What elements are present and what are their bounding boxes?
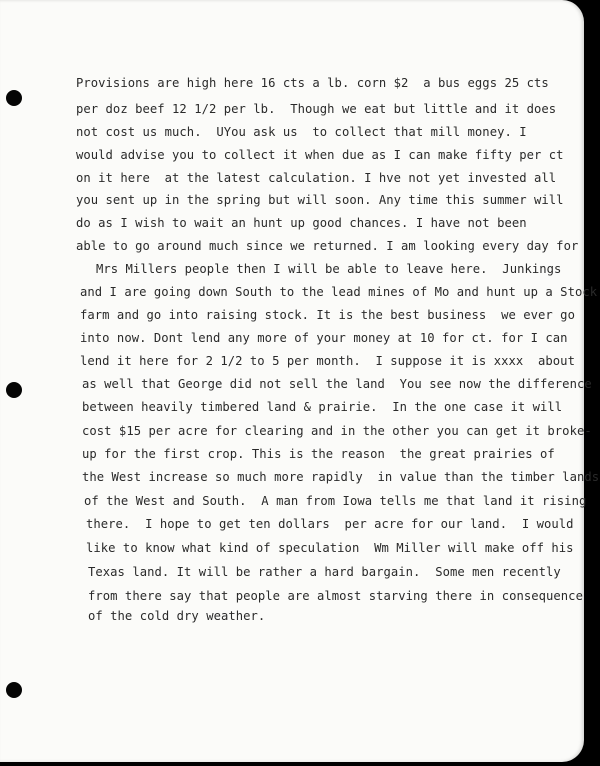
letter-line: on it here at the latest calculation. I hve not yet invested all: [76, 171, 557, 185]
letter-line: from there say that people are almost starving there in consequence: [88, 589, 583, 603]
letter-line: between heavily timbered land & prairie. In the one case it will: [82, 400, 563, 414]
letter-line: Texas land. It will be rather a hard bargain. Some men recently: [88, 565, 561, 579]
letter-line: of the West and South. A man from Iowa tells me that land it rising: [84, 494, 587, 508]
letter-line: and I are going down South to the lead mines of Mo and hunt up a Stock: [80, 285, 598, 299]
letter-line: up for the first crop. This is the reason the great prairies of: [82, 447, 555, 461]
letter-line: do as I wish to wait an hunt up good chances. I have not been: [76, 216, 527, 230]
letter-line: Mrs Millers people then I will be able to leave here. Junkings: [96, 262, 562, 276]
letter-line: able to go around much since we returned. I am looking every day for: [76, 239, 579, 253]
letter-line: of the cold dry weather.: [88, 609, 266, 623]
letter-line: farm and go into raising stock. It is the best business we ever go: [80, 308, 575, 322]
letter-line: into now. Dont lend any more of your money at 10 for ct. for I can: [80, 331, 568, 345]
letter-line: not cost us much. UYou ask us to collect that mill money. I: [76, 125, 527, 139]
letter-line: like to know what kind of speculation Wm Miller will make off his: [86, 541, 574, 555]
letter-line: per doz beef 12 1/2 per lb. Though we eat but little and it does: [76, 102, 557, 116]
letter-line: Provisions are high here 16 cts a lb. corn $2 a bus eggs 25 cts: [76, 76, 549, 90]
letter-line: lend it here for 2 1/2 to 5 per month. I suppose it is xxxx about: [80, 354, 575, 368]
letter-line: there. I hope to get ten dollars per acre for our land. I would: [86, 517, 574, 531]
letter-line: as well that George did not sell the land You see now the difference: [82, 377, 592, 391]
letter-line: cost $15 per acre for clearing and in the other you can get it broke-: [82, 424, 592, 438]
letter-line: you sent up in the spring but will soon. Any time this summer will: [76, 193, 564, 207]
letter-line: would advise you to collect it when due as I can make fifty per ct: [76, 148, 564, 162]
letter-line: the West increase so much more rapidly in value than the timber lands: [82, 470, 600, 484]
